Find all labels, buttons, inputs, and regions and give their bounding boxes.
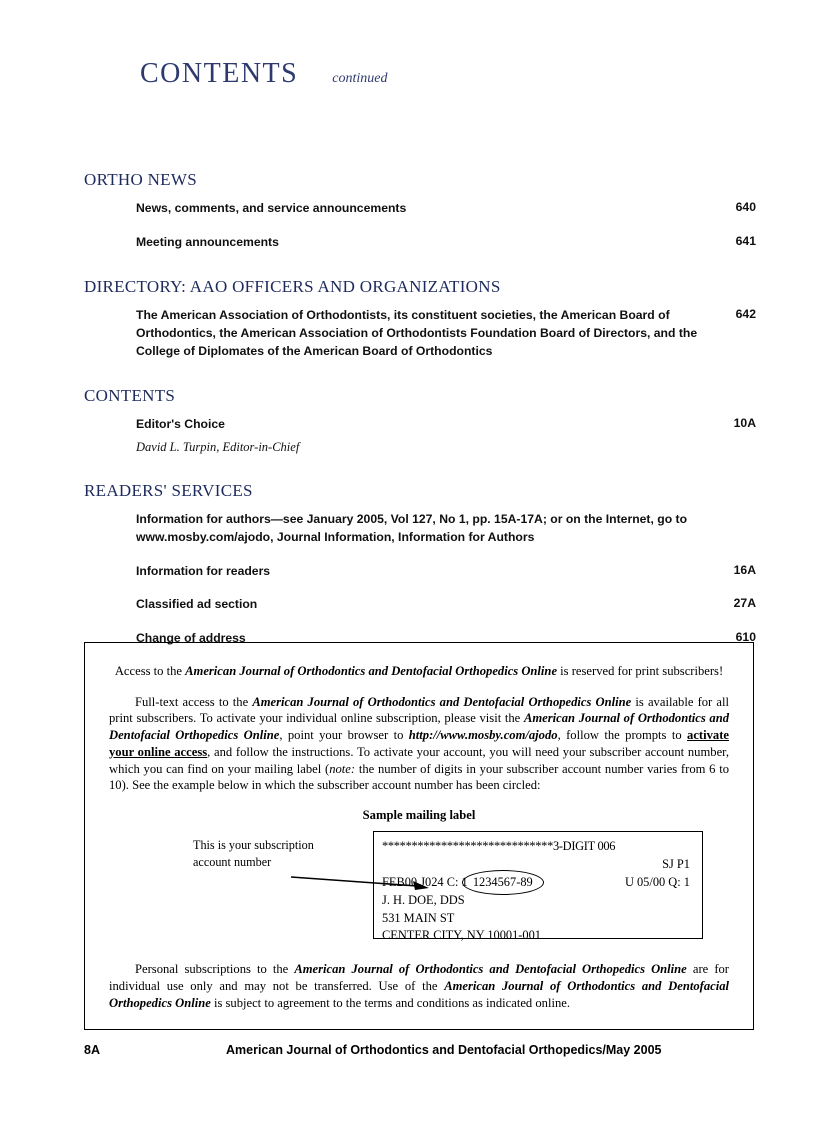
toc-entry-author: David L. Turpin, Editor-in-Chief bbox=[136, 440, 300, 455]
section-heading-ortho-news: ORTHO NEWS bbox=[84, 170, 197, 189]
toc-entry-title: Change of address bbox=[136, 630, 246, 645]
notice-journal-name: American Journal of Orthodontics and Dentofacial Orthopedics Online bbox=[294, 962, 687, 977]
mailing-label-expiry-code: U 05/00 Q: 1 bbox=[624, 874, 690, 889]
notice-url[interactable]: http://www.mosby.com/ajodo bbox=[408, 728, 558, 743]
toc-entry-page: 10A bbox=[733, 416, 756, 431]
mailing-label-line-4: J. H. DOE, DDS bbox=[382, 892, 465, 907]
notice-journal-name: American Journal of Orthodontics and Dentofacial Orthopedics Online bbox=[109, 978, 730, 1010]
notice-body-b: is available for all print subscribers. To activate your individual online subscription, please visit the bbox=[109, 694, 729, 726]
toc-entry[interactable] bbox=[84, 511, 756, 546]
table-of-contents bbox=[84, 170, 756, 664]
toc-entry-page: 27A bbox=[733, 596, 756, 611]
toc-entry-title: Editor's Choice bbox=[136, 417, 225, 432]
toc-entry-page: 610 bbox=[735, 629, 756, 644]
notice-journal-name: American Journal of Orthodontics and Dentofacial Orthopedics Online bbox=[252, 694, 632, 709]
online-access-notice-box bbox=[84, 642, 754, 1030]
footer-page-number: 8A bbox=[84, 1043, 100, 1057]
mailing-label-batch-code: FEB00 J024 C: 1 bbox=[382, 874, 468, 889]
toc-entry[interactable] bbox=[84, 234, 756, 252]
toc-entry-title: News, comments, and service announcements bbox=[136, 201, 407, 215]
mailing-label-line-6: CENTER CITY, NY 10001-001 bbox=[382, 928, 542, 943]
notice-footer-b: are for individual use only and may not be transferred. Use of the bbox=[109, 962, 729, 993]
sample-mailing-label-area bbox=[109, 831, 729, 949]
toc-entry-page: 640 bbox=[735, 200, 756, 214]
section-heading-contents: CONTENTS bbox=[84, 386, 176, 406]
notice-lead-paragraph bbox=[109, 663, 729, 680]
notice-body-f: the number of digits in your subscriber account number varies from 6 to 10). See the example below in which the subscriber account number has been circled: bbox=[109, 761, 729, 793]
notice-body-e: , and follow the instructions. To activate your account, you will need your subscriber account number, which you can find on your mailing label ( bbox=[109, 744, 729, 776]
notice-footer-a: Personal subscriptions to the bbox=[135, 962, 295, 977]
mailing-label-code-sj: SJ P1 bbox=[662, 857, 690, 871]
footer-journal-line: American Journal of Orthodontics and Dentofacial Orthopedics/May 2005 bbox=[225, 1043, 662, 1057]
toc-entry-title: Meeting announcements bbox=[136, 234, 279, 249]
toc-entry[interactable] bbox=[84, 200, 756, 218]
toc-entry-page: 642 bbox=[735, 307, 756, 322]
section-heading-readers-services: READERS' SERVICES bbox=[84, 481, 253, 501]
activate-online-access-link[interactable]: activate your online access bbox=[109, 728, 729, 759]
toc-entry-title: Information for authors—see January 2005, Vol 127, No 1, pp. 15A-17A; or on the Internet, go to www.mosby.com/ajodo, Journal Information, Information for Authors bbox=[136, 512, 688, 544]
mailing-label-sample bbox=[373, 831, 703, 943]
toc-entry-title: Classified ad section bbox=[136, 597, 258, 612]
toc-entry[interactable] bbox=[84, 307, 756, 360]
notice-footer-c: is subject to agreement to the terms and conditions as indicated online. bbox=[210, 995, 570, 1010]
toc-entry-title: The American Association of Orthodontists, its constituent societies, the American Board of Orthodontics, the American Association of Orthodontists Foundation Board of Directors, and the College of Diplomates of the American Board of Orthodontics bbox=[136, 308, 698, 358]
toc-entry-title: Information for readers bbox=[136, 563, 271, 578]
notice-note-label: note: bbox=[329, 761, 356, 776]
notice-lead-before: Access to the bbox=[114, 664, 186, 678]
section-heading-directory: DIRECTORY: AAO OFFICERS AND ORGANIZATIONS bbox=[84, 277, 501, 297]
notice-body-c: , point your browser to bbox=[279, 728, 409, 743]
notice-lead-after: is reserved for print subscribers! bbox=[557, 664, 724, 678]
notice-lead-journal: American Journal of Orthodontics and Dentofacial Orthopedics Online bbox=[185, 664, 558, 678]
callout-text: This is your subscription account number bbox=[193, 838, 314, 869]
page-title: CONTENTS bbox=[140, 58, 299, 89]
notice-body-d: , follow the prompts to bbox=[557, 728, 688, 743]
mailing-label-line-3 bbox=[382, 874, 694, 892]
mailing-label-stars: *****************************3-DIGIT 006 bbox=[382, 839, 616, 854]
sample-mailing-label-title: Sample mailing label bbox=[362, 808, 476, 823]
notice-footer-paragraph bbox=[109, 961, 729, 1011]
page-footer bbox=[84, 1043, 756, 1057]
toc-entry[interactable] bbox=[84, 416, 756, 434]
toc-entry-page: 16A bbox=[733, 562, 756, 577]
notice-body-a: Full-text access to the bbox=[135, 694, 253, 709]
toc-entry[interactable] bbox=[84, 596, 756, 614]
page-header bbox=[140, 58, 387, 90]
mailing-label-line-2 bbox=[382, 856, 694, 874]
toc-entry[interactable] bbox=[84, 563, 756, 581]
toc-entry-page: 641 bbox=[735, 233, 756, 248]
mailing-label-line-1 bbox=[382, 838, 694, 856]
account-number-value: 1234567-89 bbox=[472, 874, 533, 889]
notice-body-paragraph bbox=[109, 694, 729, 794]
notice-journal-name: American Journal of Orthodontics and Dentofacial Orthopedics Online bbox=[109, 711, 729, 743]
header-continued-label: continued bbox=[332, 71, 388, 86]
account-number-circled bbox=[471, 874, 535, 892]
mailing-label-line-5: 531 MAIN ST bbox=[382, 910, 455, 925]
